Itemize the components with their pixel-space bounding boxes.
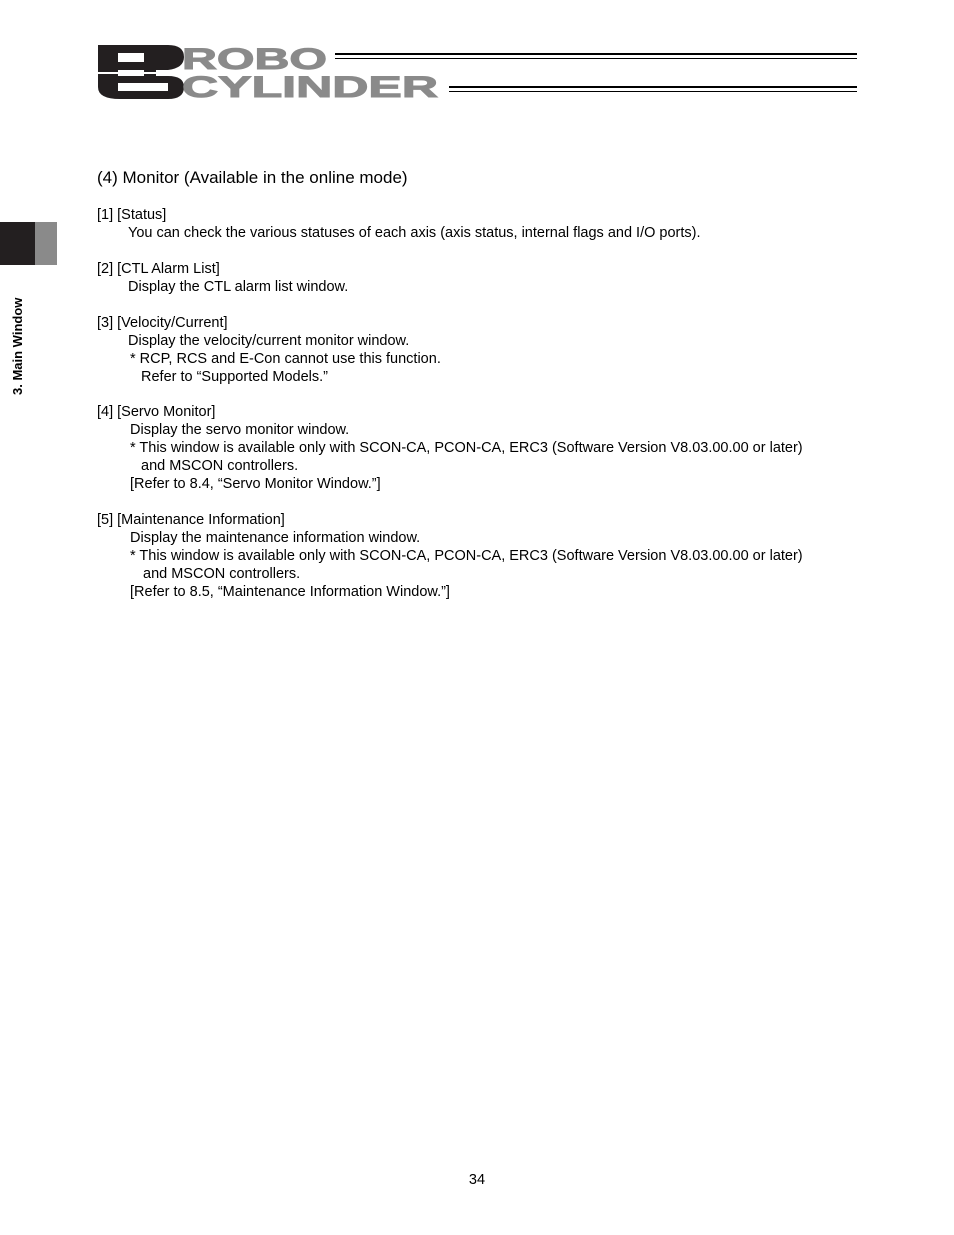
item-2-title: [2] [CTL Alarm List] <box>97 261 220 277</box>
rc-logo-icon <box>98 45 184 99</box>
item-3-note-continued: Refer to “Supported Models.” <box>141 369 328 385</box>
header-rule-bottom-1 <box>449 86 857 88</box>
item-2-description: Display the CTL alarm list window. <box>128 279 349 295</box>
item-3-description: Display the velocity/current monitor window. <box>128 333 410 349</box>
item-5-title: [5] [Maintenance Information] <box>97 512 285 528</box>
item-1-title: [1] [Status] <box>97 207 167 223</box>
item-4-note: * This window is available only with SCON-CA, PCON-CA, ERC3 (Software Version V8.03.00.00 or later) <box>130 440 803 456</box>
item-5-note: * This window is available only with SCON-CA, PCON-CA, ERC3 (Software Version V8.03.00.00 or later) <box>130 548 803 564</box>
side-tab-marker-gray <box>35 222 57 265</box>
item-5-note-continued: and MSCON controllers. <box>143 566 301 582</box>
item-5-reference: [Refer to 8.5, “Maintenance Information Window.”] <box>130 584 450 600</box>
item-1-description: You can check the various statuses of each axis (axis status, internal flags and I/O ports). <box>128 225 701 241</box>
header-rule-bottom-2 <box>449 91 857 92</box>
item-3-note: * RCP, RCS and E-Con cannot use this function. <box>130 351 441 367</box>
page-number: 34 <box>468 1172 486 1188</box>
item-4-title: [4] [Servo Monitor] <box>97 404 216 420</box>
logo-text-cylinder: CYLINDER <box>182 71 439 101</box>
item-4-note-continued: and MSCON controllers. <box>141 458 299 474</box>
item-4-reference: [Refer to 8.4, “Servo Monitor Window.”] <box>130 476 381 492</box>
robo-cylinder-logo <box>96 43 441 101</box>
item-4-description: Display the servo monitor window. <box>130 422 350 438</box>
section-heading: (4) Monitor (Available in the online mode) <box>97 168 408 187</box>
item-5-description: Display the maintenance information window. <box>130 530 421 546</box>
side-tab-marker <box>0 222 35 265</box>
item-3-title: [3] [Velocity/Current] <box>97 315 228 331</box>
header-rule-top-2 <box>335 58 857 59</box>
header-rule-top-1 <box>335 53 857 55</box>
side-tab-label-text: 3. Main Window <box>10 297 25 395</box>
logo-text-robo: ROBO <box>182 43 327 76</box>
